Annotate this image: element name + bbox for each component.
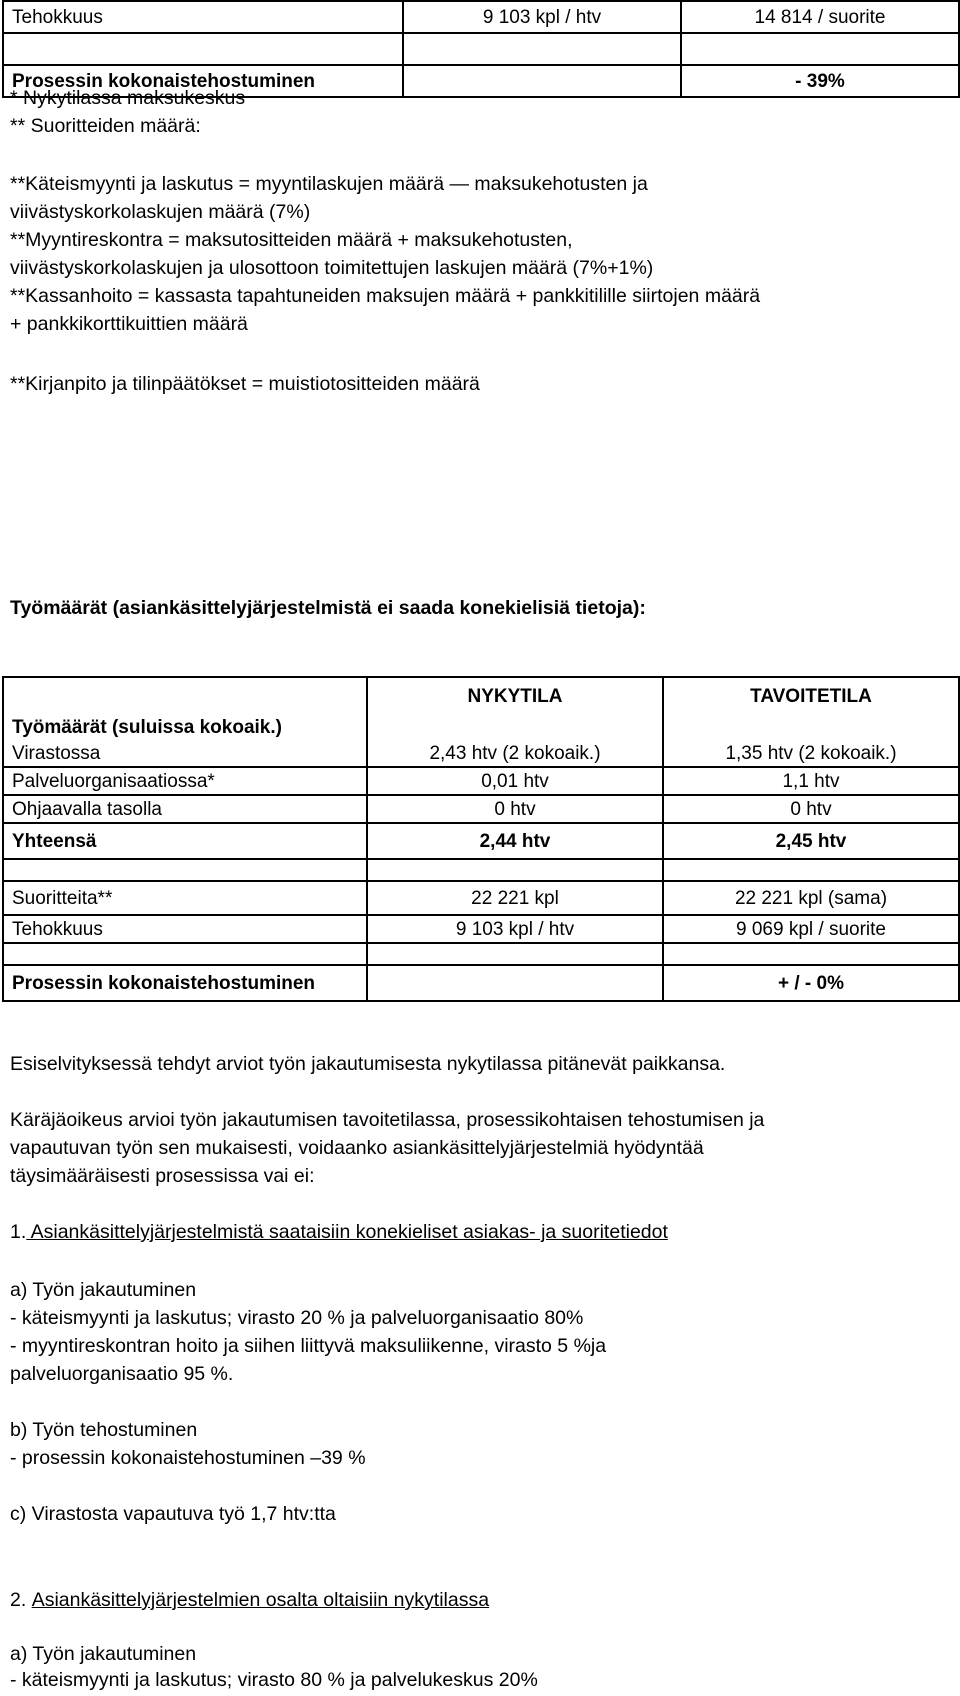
note-5a: **Kassanhoito = kassasta tapahtuneiden maksujen määrä + pankkitilille siirtojen määrä	[10, 285, 761, 307]
tehokkuus2-target: 9 069 kpl / suorite	[663, 915, 959, 943]
suoritteita-target: 22 221 kpl (sama)	[663, 881, 959, 915]
total-label: Yhteensä	[3, 823, 367, 859]
paragraph-2a: Käräjäoikeus arvioi työn jakautumisen tavoitetilassa, prosessikohtaisen tehostumisen ja	[10, 1109, 765, 1131]
paragraph-2b: vapautuvan työn sen mukaisesti, voidaanko asiankäsittelyjärjestelmiä hyödyntää	[10, 1137, 704, 1159]
tehokkuus-label: Tehokkuus	[3, 1, 403, 33]
item-1-title: Asiankäsittelyjärjestelmistä saataisiin konekieliset asiakas- ja suoritetiedot	[26, 1221, 668, 1243]
item-1-heading	[10, 1218, 950, 1246]
suoritteita-label: Suoritteita**	[3, 881, 367, 915]
table-row	[3, 740, 959, 767]
row-now: 0,01 htv	[367, 767, 663, 795]
prosessi2-label: Prosessin kokonaistehostuminen	[3, 965, 367, 1001]
b-line-1: - prosessin kokonaistehostuminen –39 %	[10, 1447, 366, 1469]
a-title: a) Työn jakautuminen	[10, 1279, 197, 1301]
tehokkuus-now: 9 103 kpl / htv	[403, 1, 681, 33]
note-4a: **Myyntireskontra = maksutositteiden määrä + maksukehotusten,	[10, 229, 573, 251]
note-6: **Kirjanpito ja tilinpäätökset = muistiotositteiden määrä	[10, 373, 480, 395]
note-2: ** Suoritteiden määrä:	[10, 115, 201, 137]
item-2-heading	[10, 1586, 950, 1614]
c-line: c) Virastosta vapautuva työ 1,7 htv:tta	[10, 1503, 336, 1525]
header-nykytila: NYKYTILA	[367, 677, 663, 714]
note-4b: viivästyskorkolaskujen ja ulosottoon toimitettujen laskujen määrä (7%+1%)	[10, 257, 654, 279]
note-3a: **Käteismyynti ja laskutus = myyntilaskujen määrä — maksukehotusten ja	[10, 173, 648, 195]
prosessi-label: Prosessin kokonaistehostuminen	[3, 65, 403, 97]
row-now: 2,43 htv (2 kokoaik.)	[367, 740, 663, 767]
a2-line-1: - käteismyynti ja laskutus; virasto 80 % ja palvelukeskus 20%	[10, 1669, 538, 1691]
item-1-number: 1.	[10, 1221, 27, 1243]
suoritteita-now: 22 221 kpl	[367, 881, 663, 915]
paragraph-2c: täysimääräisesti prosessissa vai ei:	[10, 1165, 315, 1187]
header-tavoitetila: TAVOITETILA	[663, 677, 959, 714]
table-row	[3, 881, 959, 915]
a-line-2b: palveluorganisaatio 95 %.	[10, 1363, 234, 1385]
a-line-1: - käteismyynti ja laskutus; virasto 20 % ja palveluorganisaatio 80%	[10, 1307, 584, 1329]
section-heading: Työmäärät (asiankäsittelyjärjestelmistä ei saada konekielisiä tietoja):	[10, 597, 646, 619]
subheader-label: Työmäärät (suluissa kokoaik.)	[3, 714, 367, 740]
a-line-2a: - myyntireskontran hoito ja siihen liittyvä maksuliikenne, virasto 5 %ja	[10, 1335, 607, 1357]
note-1: * Nykytilassa maksukeskus	[10, 87, 246, 109]
row-target: 1,35 htv (2 kokoaik.)	[663, 740, 959, 767]
total-row	[3, 823, 959, 859]
table-row	[3, 33, 959, 65]
table-row	[3, 965, 959, 1001]
row-label: Ohjaavalla tasolla	[3, 795, 367, 823]
total-now: 2,44 htv	[367, 823, 663, 859]
tehokkuus-target: 14 814 / suorite	[681, 1, 959, 33]
table-row	[3, 767, 959, 795]
note-3b: viivästyskorkolaskujen määrä (7%)	[10, 201, 311, 223]
total-target: 2,45 htv	[663, 823, 959, 859]
row-label: Virastossa	[3, 740, 367, 767]
table-row	[3, 943, 959, 965]
row-now: 0 htv	[367, 795, 663, 823]
prosessi-value: - 39%	[681, 65, 959, 97]
row-target: 1,1 htv	[663, 767, 959, 795]
tehokkuus2-label: Tehokkuus	[3, 915, 367, 943]
table-row	[3, 714, 959, 740]
paragraph-1: Esiselvityksessä tehdyt arviot työn jakautumisesta nykytilassa pitänevät paikkansa.	[10, 1053, 726, 1075]
table-header-row	[3, 677, 959, 714]
b-title: b) Työn tehostuminen	[10, 1419, 198, 1441]
tehokkuus2-now: 9 103 kpl / htv	[367, 915, 663, 943]
table-row	[3, 1, 959, 33]
item-2-number: 2.	[10, 1589, 27, 1611]
table-row	[3, 915, 959, 943]
table-row	[3, 859, 959, 881]
prosessi2-target: + / - 0%	[663, 965, 959, 1001]
note-5b: + pankkikorttikuittien määrä	[10, 313, 248, 335]
item-2-title: Asiankäsittelyjärjestelmien osalta oltaisiin nykytilassa	[31, 1589, 490, 1611]
table-row	[3, 795, 959, 823]
a2-title: a) Työn jakautuminen	[10, 1643, 197, 1665]
row-label: Palveluorganisaatiossa*	[3, 767, 367, 795]
row-target: 0 htv	[663, 795, 959, 823]
work-table	[2, 676, 960, 1002]
